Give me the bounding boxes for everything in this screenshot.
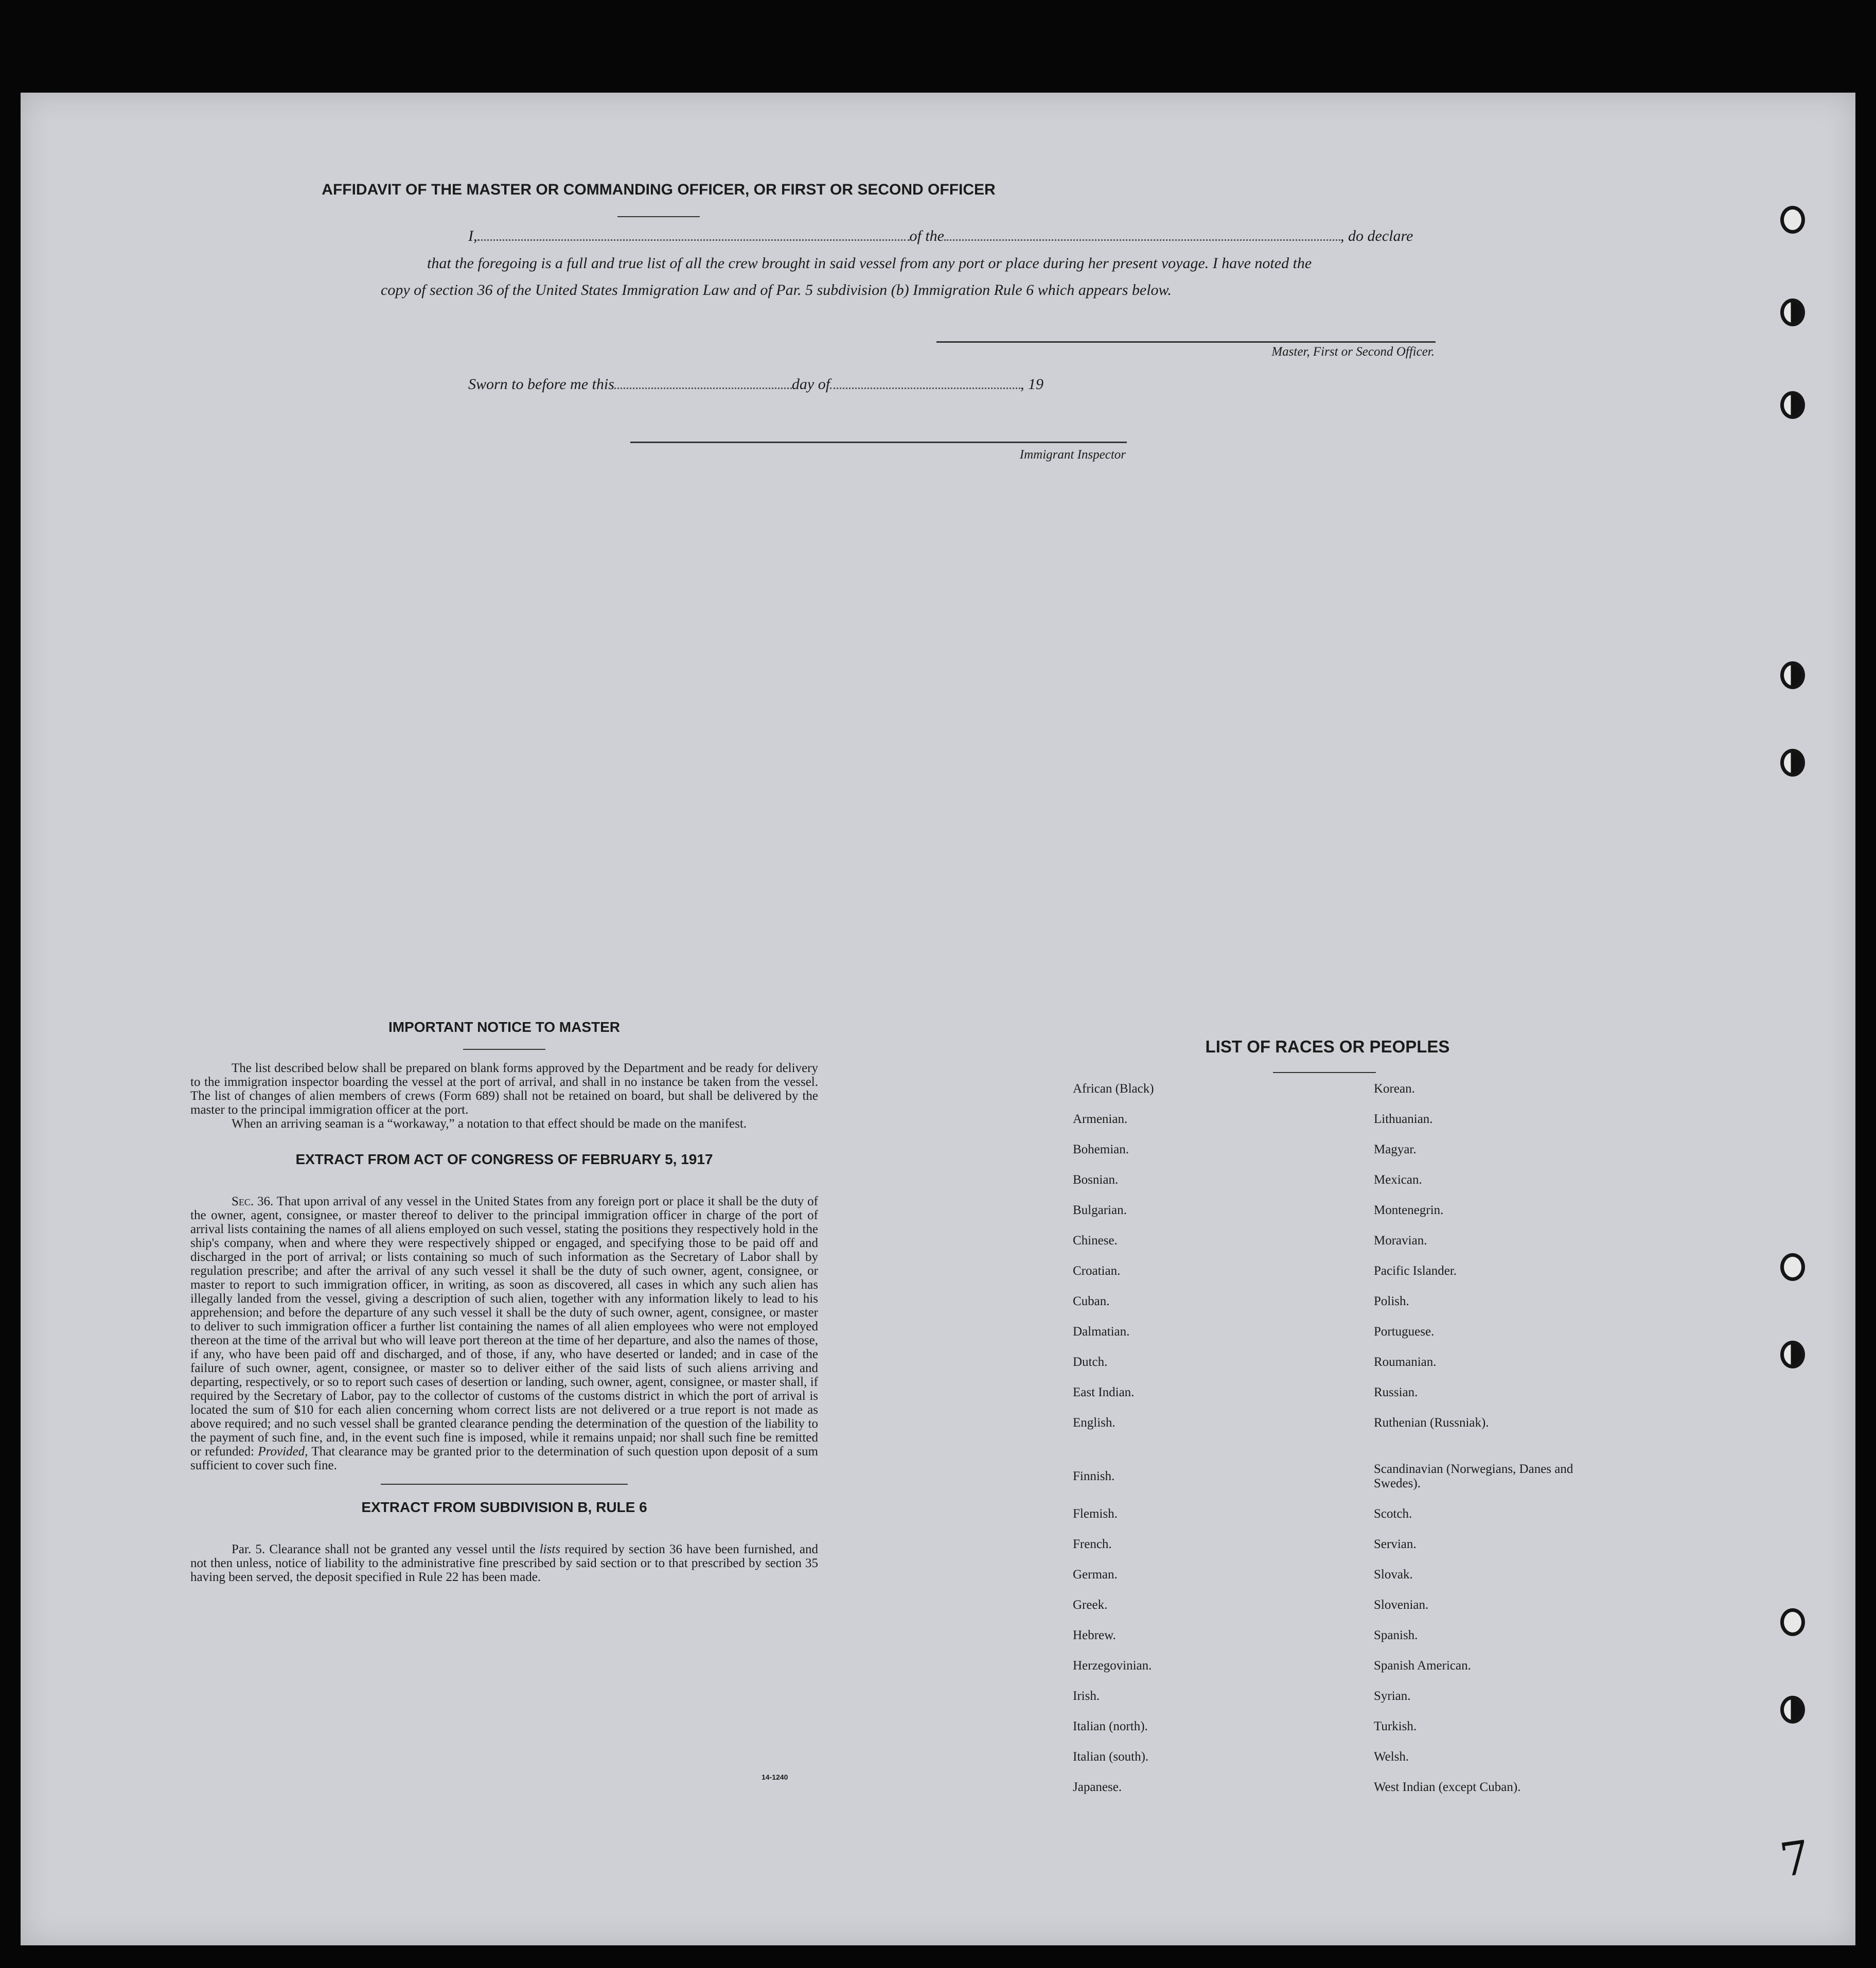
form-number: 14-1240 [762,1773,788,1781]
binder-hole [1780,298,1805,326]
binder-hole [1780,749,1805,777]
sworn-day-of: day of [791,376,830,393]
race-item: Polish. [1374,1294,1409,1308]
race-item: English. [1073,1416,1116,1430]
race-item: Bohemian. [1073,1143,1129,1156]
notice-divider [463,1049,545,1050]
notice-title: IMPORTANT NOTICE TO MASTER [388,1019,621,1035]
affidavit-line-1 [468,227,1456,245]
race-item: Bosnian. [1073,1173,1119,1187]
race-item: Turkish. [1374,1719,1417,1733]
races-divider [1273,1072,1376,1073]
inspector-signature-line[interactable] [630,442,1127,443]
race-item: Italian (north). [1073,1719,1148,1733]
race-item: Japanese. [1073,1780,1122,1794]
race-item: Montenegrin. [1374,1203,1444,1217]
race-item: Slovak. [1374,1568,1413,1582]
race-item: Hebrew. [1073,1628,1116,1642]
race-item: Herzegovinian. [1073,1659,1152,1673]
race-item: Flemish. [1073,1507,1118,1521]
race-item: Dutch. [1073,1355,1108,1369]
title-divider [617,216,700,217]
race-item: Armenian. [1073,1112,1128,1126]
race-item: French. [1073,1537,1112,1551]
race-item: Magyar. [1374,1143,1417,1156]
race-item: Portuguese. [1374,1325,1435,1339]
race-item: Roumanian. [1374,1355,1437,1369]
affidavit-line-3: copy of section 36 of the United States Immigration Law and of Par. 5 subdivision (b) Immigration Rule 6 which appears below. [381,282,1172,298]
race-item: West Indian (except Cuban). [1374,1780,1521,1794]
race-item: Scandinavian (Norwegians, Danes and Swedes). [1374,1462,1573,1490]
binder-hole [1780,391,1805,419]
sworn-year: , 19 [1020,376,1044,393]
race-item: Spanish American. [1374,1659,1471,1673]
binder-hole [1780,206,1805,234]
master-signature-line[interactable] [936,341,1436,343]
race-item: Greek. [1073,1598,1108,1612]
race-item: Russian. [1374,1385,1418,1399]
race-item: Spanish. [1374,1628,1418,1642]
act-divider [381,1484,628,1485]
races-right-column [1374,1082,1590,1811]
race-item: Welsh. [1374,1750,1409,1764]
act-text-end: That clearance may be granted prior to the determination of such question upon deposit of a sum sufficient to cover such fine. [190,1445,819,1472]
race-item: Mexican. [1374,1173,1422,1187]
race-item: Syrian. [1374,1689,1411,1703]
race-item: Slovenian. [1374,1598,1429,1612]
races-left-column [1073,1082,1330,1811]
race-item: Cuban. [1073,1294,1110,1308]
act-text: That upon arrival of any vessel in the United States from any foreign port or place it shall be the duty of the owner, agent, consignee, or master thereof to deliver to the principal immigration officer in charge of the port of arrival lists containing the names of all aliens employed on such vessel, stating the positions they respectively hold in the ship's company, when and where they were respectively shipped or engaged, and specifying those to be paid off and discharged in the port of arrival; or lists containing so much of such information as the Secretary of Labor shall by regulation prescribe; and after the arrival of any such vessel it shall be the duty of such owner, agent, consignee, or master to report to such immigration officer, in writing, as soon as discovered, all cases in which any such alien has illegally landed from the vessel, giving a description of such alien, together with any information likely to lead to his apprehension; and before the departure of any such vessel it shall be the duty of such owner, agent, consignee, or master to deliver to such immigration officer a further list containing the names of all alien employees who were not employed thereon at the time of the arrival but who will leave port thereon at the time of her departure, and also the names of those, if any, who have been paid off and discharged, and of those, if any, who have deserted or landed; and in case of the failure of such owner, agent, consignee, or master so to deliver either of the said lists of such aliens arriving and departing, respectively, or so to report such cases of desertion or landing, such owner, agent, consignee, or master shall, if required by the Secretary of Labor, pay to the collector of customs of the customs district in which the port of arrival is located the sum of $10 for each alien concerning whom correct lists are not delivered or a true report is not made as above required; and no such vessel shall be granted clearance pending the determination of the question of the liability to the payment of such fine, and, in the event such fine is imposed, while it remains unpaid; nor shall such fine be remitted or refunded: [190,1194,818,1459]
handwritten-page-mark: 7 [1776,1830,1814,1888]
binder-hole [1780,1253,1805,1281]
act-section-label: Sec. 36. [232,1194,274,1208]
binder-hole [1780,1341,1805,1368]
master-signature-label: Master, First or Second Officer. [1271,345,1435,359]
affidavit-of-the: of the [909,227,944,244]
race-item: Pacific Islander. [1374,1264,1457,1278]
rule-text-b: required by section 36 have been furnished, and not then unless, notice of liability to the administrative fine prescribed by said section or to that prescribed by section 35 having been served, the deposit specified in Rule 22 has been made. [190,1542,819,1584]
sworn-day-blank[interactable] [614,388,792,389]
race-item: German. [1073,1568,1118,1582]
race-item: Dalmatian. [1073,1325,1130,1339]
notice-paragraph-1: The list described below shall be prepared on blank forms approved by the Department and be ready for delivery to the immigration inspector boarding the vessel at the port of arrival, and shall in no instance be taken from the vessel. The list of changes of alien members of crews (Form 689) shall not be retained on board, but shall be delivered by the master to the principal immigration officer at the port. [190,1061,818,1117]
race-item: Croatian. [1073,1264,1121,1278]
race-item: Finnish. [1073,1469,1115,1483]
race-item: Italian (south). [1073,1750,1149,1764]
notice-column [190,1019,818,1584]
sworn-line [468,376,1043,393]
binder-hole [1780,661,1805,689]
race-item: Bulgarian. [1073,1203,1127,1217]
inspector-label: Immigrant Inspector [1019,448,1126,462]
document-page [21,93,1855,1945]
notice-paragraph-2: When an arriving seaman is a “workaway,” a notation to that effect should be made on the manifest. [232,1117,747,1131]
sworn-prefix: Sworn to before me this [468,376,614,393]
race-item: Servian. [1374,1537,1417,1551]
rule-paragraph [190,1542,818,1584]
rule-title: EXTRACT FROM SUBDIVISION B, RULE 6 [361,1499,647,1515]
affidavit-declare: , do declare [1340,227,1413,244]
race-item: Korean. [1374,1082,1415,1096]
sworn-month-blank[interactable] [830,388,1020,389]
race-item: African (Black) [1073,1082,1154,1096]
affidavit-i: I, [468,227,477,244]
act-title: EXTRACT FROM ACT OF CONGRESS OF FEBRUARY 5, 1917 [295,1151,713,1167]
race-item: East Indian. [1073,1385,1135,1399]
race-item: Moravian. [1374,1234,1427,1247]
race-item: Ruthenian (Russniak). [1374,1416,1489,1430]
vessel-blank-field[interactable] [944,239,1340,241]
binder-hole [1780,1608,1805,1636]
race-item: Irish. [1073,1689,1100,1703]
race-item: Chinese. [1073,1234,1118,1247]
race-item: Scotch. [1374,1507,1412,1521]
rule-text-a: Par. 5. Clearance shall not be granted any vessel until the [232,1542,536,1556]
act-provided: Provided, [258,1445,308,1459]
race-item: Lithuanian. [1374,1112,1433,1126]
name-blank-field[interactable] [477,239,910,241]
affidavit-line-2: that the foregoing is a full and true list of all the crew brought in said vessel from any port or place during her present voyage. I have noted the [427,255,1312,272]
act-paragraph [190,1194,818,1472]
races-title: LIST OF RACES OR PEOPLES [1205,1037,1450,1056]
affidavit-title: AFFIDAVIT OF THE MASTER OR COMMANDING OFFICER, OR FIRST OR SECOND OFFICER [322,181,996,198]
binder-hole [1780,1696,1805,1724]
rule-lists-word: lists [539,1542,560,1556]
